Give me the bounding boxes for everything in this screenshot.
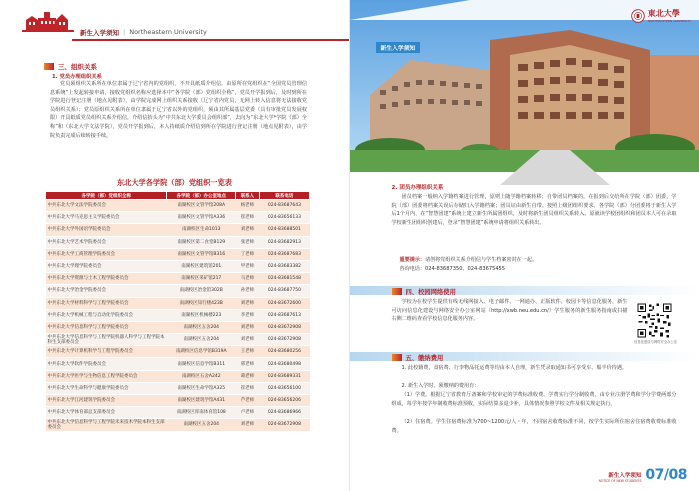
cell-org-name: 中共东北大学材料科学与工程学院委员会 xyxy=(46,297,167,309)
cell-contact: 芦老师 xyxy=(236,395,260,407)
table-row xyxy=(46,370,310,382)
cell-org-name: 中共东北大学信息科学与工程学院委员会 xyxy=(46,321,167,333)
cell-office: 南湖校区文管学馆A336 xyxy=(167,212,236,224)
cell-contact: 马老师 xyxy=(236,273,260,285)
cell-phone: 024-83687750 xyxy=(259,285,309,297)
cell-org-name: 中共东北大学计算机科学与工程学院委员会 xyxy=(46,346,167,358)
footer-labels xyxy=(599,471,642,483)
cell-org-name: 中共东北大学文法学院委员会 xyxy=(46,200,167,212)
cell-contact: 刘老师 xyxy=(236,224,260,236)
page-footer xyxy=(599,467,687,483)
table-row xyxy=(46,212,310,224)
building-logo-icon xyxy=(20,8,76,36)
section-marker-icon xyxy=(392,354,402,361)
cell-phone: 024-83656100 xyxy=(259,382,309,394)
header-title-cn: 新生入学须知 xyxy=(80,28,119,37)
section-marker-icon xyxy=(44,63,54,70)
cell-org-name: 中共东北大学资源与土木工程学院委员会 xyxy=(46,273,167,285)
table-header-row xyxy=(46,192,310,200)
cell-contact: 刘老师 xyxy=(236,419,260,431)
cell-contact: 崔老师 xyxy=(236,382,260,394)
cell-org-name: 中共东北大学江河建筑学院委员会 xyxy=(46,395,167,407)
cell-contact: 王老师 xyxy=(236,346,260,358)
cell-org-name: 中共东北大学体育部总支部委员会 xyxy=(46,407,167,419)
cell-office: 南湖校区冶金馆302B xyxy=(167,285,236,297)
cell-office: 南湖校区建筑学馆A431 xyxy=(167,395,236,407)
consult-phone: 咨询电话：024-83687350、024-83675455 xyxy=(399,266,506,272)
cell-phone: 024-83688501 xyxy=(259,224,309,236)
cell-phone: 024-83687613 xyxy=(259,309,309,321)
cell-office: 南湖校区第二食堂B129 xyxy=(167,236,236,248)
section5-heading xyxy=(392,353,444,362)
table-body xyxy=(46,200,310,432)
cell-org-name: 中共东北大学冶金学院委员会 xyxy=(46,285,167,297)
table-row xyxy=(46,358,310,370)
table-row xyxy=(46,297,310,309)
cell-phone: 024-83672908 xyxy=(259,419,309,431)
cell-phone: 024-83656206 xyxy=(259,395,309,407)
university-seal-icon xyxy=(631,9,645,23)
table-row xyxy=(46,419,310,431)
cell-contact: 丁老师 xyxy=(236,248,260,260)
cell-org-name: 中共东北大学艺术学院委员会 xyxy=(46,236,167,248)
table-row xyxy=(46,407,310,419)
cell-office: 南湖校区知行楼423B xyxy=(167,297,236,309)
table-row xyxy=(46,382,310,394)
section5-heading-text: 五、缴纳费用 xyxy=(405,355,444,362)
section4-heading-text: 四、校园网络使用 xyxy=(405,289,456,296)
cell-contact: 刘老师 xyxy=(236,321,260,333)
cell-phone: 024-83681548 xyxy=(259,273,309,285)
cell-contact: 甲老师 xyxy=(236,260,260,272)
cell-org-name: 中共东北大学软件学院委员会 xyxy=(46,358,167,370)
cell-contact: 李老师 xyxy=(236,309,260,321)
section3-heading xyxy=(44,62,97,71)
cell-phone: 024-83672908 xyxy=(259,334,309,346)
table-row xyxy=(46,395,310,407)
cell-phone: 024-83680498 xyxy=(259,358,309,370)
header-rule xyxy=(72,39,350,41)
table-row xyxy=(46,224,310,236)
table-row xyxy=(46,285,310,297)
cell-phone: 024-83656133 xyxy=(259,212,309,224)
header-separator: | xyxy=(123,28,126,36)
cell-contact: 邢老师 xyxy=(236,358,260,370)
table-row xyxy=(46,321,310,333)
cell-office: 南湖校区生命学馆A325 xyxy=(167,382,236,394)
section3-paragraph: 党员须组织关系所在单位隶属于辽宁省内的党组织，不开具纸质介绍信。由原所在党组织在“全国党员管理信息系统”上发起转接申请，接收党组织名称应选择本中“各学院（部）党组织全称”，党员开学报到后，及时到所在学院进行登记注册（地点见附表），由学院完成网上组织关系接收（辽宁省内党员，无网上转入信息将无法接收党员组织关系）；党员原组织关系所在单位隶属于辽宁省以外的党组织，须由其所属基层党委（具有审批党员发展权限）开具纸质党员组织关系介绍信，介绍信抬头为“中共东北大学委员会组织部”，去向为“东北大学*学院（部）全称”和（东北大学文法学院），党员开学报到后，本人持纸质介绍信到所在学院进行登记注册（地点见附表），由学院负责完成后续转接手续。 xyxy=(50,81,307,139)
cell-org-name: 中共东北大学工商管理学院委员会 xyxy=(46,248,167,260)
fee-item-housing: （2）住宿费。学生住宿费标准为700~1200元/人・年，不同宿舍收费标准不同，按学生实际所住宿舍住宿费收费标准收费。 xyxy=(391,419,677,434)
table-row xyxy=(46,334,310,346)
cell-office: 南湖校区五舍204 xyxy=(167,321,236,333)
col-header-office: 各学院（部）办公室地点 xyxy=(167,192,236,200)
qr-caption: 信息化建设与网络安全办公室 xyxy=(634,340,677,344)
section4-heading xyxy=(392,287,456,296)
table-row xyxy=(46,236,310,248)
league-subheading: 2. 团员办理组织关系 xyxy=(391,185,444,191)
col-header-org: 各学院（部）党组织全称 xyxy=(46,192,167,200)
section3-heading-text: 三、组织关系 xyxy=(58,63,97,71)
cell-office: 南湖校区采矿馆217 xyxy=(167,273,236,285)
table-row xyxy=(46,260,310,272)
cell-phone: 024-83672908 xyxy=(259,321,309,333)
cell-office: 南湖校区生命1013 xyxy=(167,224,236,236)
cell-org-name: 中共东北大学信息科学与工程学院机器人科学与工程学院本科生支部委员会 xyxy=(46,334,167,346)
section3-subheading: 1. 党员办理组织关系 xyxy=(52,74,102,80)
section-marker-icon xyxy=(392,288,402,295)
cell-org-name: 中共东北大学信息科学与工程学院未来技术学院本科生支部委员会 xyxy=(46,419,167,431)
cell-phone: 024-83683382 xyxy=(259,260,309,272)
cell-org-name: 中共东北大学马克思主义学院委员会 xyxy=(46,212,167,224)
table-row xyxy=(46,200,310,212)
fee-item-1: 1. 此校籍费、食宿费、行李物品托运费等均由本人自理，新生凭录取通知书可享受车、船半价待遇。 xyxy=(401,365,628,371)
col-header-phone: 联系电话 xyxy=(259,192,309,200)
header-title-en: Northeastern University xyxy=(129,28,207,36)
university-logo xyxy=(631,8,691,23)
notice-line xyxy=(400,256,538,265)
cell-office: 南湖校区文管学馆B316 xyxy=(167,248,236,260)
cell-office: 南湖校区信息学馆B319A xyxy=(167,346,236,358)
cell-org-name: 中共东北大学医学与生物信息工程学院委员会 xyxy=(46,370,167,382)
header-title xyxy=(80,26,207,38)
logo-text xyxy=(648,8,691,23)
cell-office: 南湖校区五舍A242 xyxy=(167,370,236,382)
cell-contact: 崔老师 xyxy=(236,212,260,224)
logo-name: 東北大學 xyxy=(647,8,680,18)
cell-contact: 孙老师 xyxy=(236,285,260,297)
cell-contact: 刘老师 xyxy=(236,334,260,346)
table-title: 东北大学各学院（部）党组织一览表 xyxy=(116,178,232,187)
cell-contact: 卢老师 xyxy=(236,407,260,419)
cell-contact: 刘老师 xyxy=(236,297,260,309)
cell-phone: 024-83689331 xyxy=(259,370,309,382)
table-row xyxy=(46,309,310,321)
col-header-contact: 联系人 xyxy=(236,192,260,200)
notice-label: 重要提示： xyxy=(399,257,425,263)
fee-item-2: 2. 新生入学时，须缴纳的费用有： xyxy=(401,383,480,389)
cell-phone: 024-83686966 xyxy=(259,407,309,419)
league-paragraph: 团员档案一般纳入学籍档案进行管理，原则上随学籍档案转移；自带团员档案的，在报到后交给所在学院（部）团委，学院（部）团委将档案关误后存储归入学籍档案；团员证由新生自带。按照上级团组织要求，各学院（部）分团委将于新生入学后1个月内，在“智慧团建”系统上建立新生所属团组织，及时将新生团员组织关系转入。原就读学校团组织和团员本人可在录取学校新生团组织创建后，登录“智慧团建”系统申请将组织关系转出。 xyxy=(391,194,677,226)
footer-sublabel: NOTICE OF NEW STUDENTS xyxy=(598,479,642,483)
table-row xyxy=(46,248,310,260)
cell-phone: 024-83687683 xyxy=(259,248,309,260)
cell-org-name: 中共东北大学机械工程与自动化学院委员会 xyxy=(46,309,167,321)
cell-phone: 024-83672600 xyxy=(259,297,309,309)
table-row xyxy=(46,273,310,285)
cell-office: 南湖校区机械楼223 xyxy=(167,309,236,321)
left-header xyxy=(0,0,349,42)
page-numbers: 07/08 xyxy=(645,467,687,483)
network-paragraph: 学校为在校学生提供有线无线网接入、电子邮件、一网通办、正版软件、校园卡等信息化服务，新生可访问信息化建设与网络安全办公室网站（http://xwb.neu.edu.cn/）学生服务的新生服务指南或扫描右侧二维码查看学校信息化服务内容。 xyxy=(391,299,628,323)
fee-item-tuition: （1）学费。根据辽宁省教育厅备案和学校审定的学费标准收费。学费实行学分制收费，由专业注册学费和学分学费两部分组成，每学年按学年制收费标准预收，实际结算多退少补，具体情况参照学校文件及相关规定执行。 xyxy=(391,392,677,407)
cell-contact: 杨老师 xyxy=(236,200,260,212)
right-header-tag: 新生入学须知 xyxy=(376,42,421,53)
qr-code-icon[interactable] xyxy=(636,302,673,339)
cell-org-name: 中共东北大学生命科学与健康学院委员会 xyxy=(46,382,167,394)
table-row xyxy=(46,346,310,358)
cell-office: 南湖校区信息学馆B311 xyxy=(167,358,236,370)
notice-text: 请创将党组织关系介绍信与学生档案密封在一起。 xyxy=(424,257,538,263)
cell-contact: 葛老师 xyxy=(236,370,260,382)
cell-office: 南湖校区文管学馆208A xyxy=(167,200,236,212)
cell-phone: 024-83682913 xyxy=(259,236,309,248)
right-page xyxy=(350,0,699,491)
cell-org-name: 中共东北大学外国语学院委员会 xyxy=(46,224,167,236)
cell-phone: 024-83680256 xyxy=(259,346,309,358)
party-org-table xyxy=(45,191,310,432)
logo-subtitle: NORTHEASTERN UNIVERSITY xyxy=(647,19,691,23)
cell-phone: 024-83687643 xyxy=(259,200,309,212)
cell-office: 南湖校区五舍204 xyxy=(167,334,236,346)
cell-office: 南湖校区五舍204 xyxy=(167,419,236,431)
cell-contact: 张老师 xyxy=(236,236,260,248)
cell-org-name: 中共东北大学理学院委员会 xyxy=(46,260,167,272)
footer-label: 新生入学须知 xyxy=(608,473,642,479)
cell-office: 南湖校区建筑馆201 xyxy=(167,260,236,272)
cell-office: 南湖校区浑南体育馆108 xyxy=(167,407,236,419)
campus-photo xyxy=(350,0,699,185)
